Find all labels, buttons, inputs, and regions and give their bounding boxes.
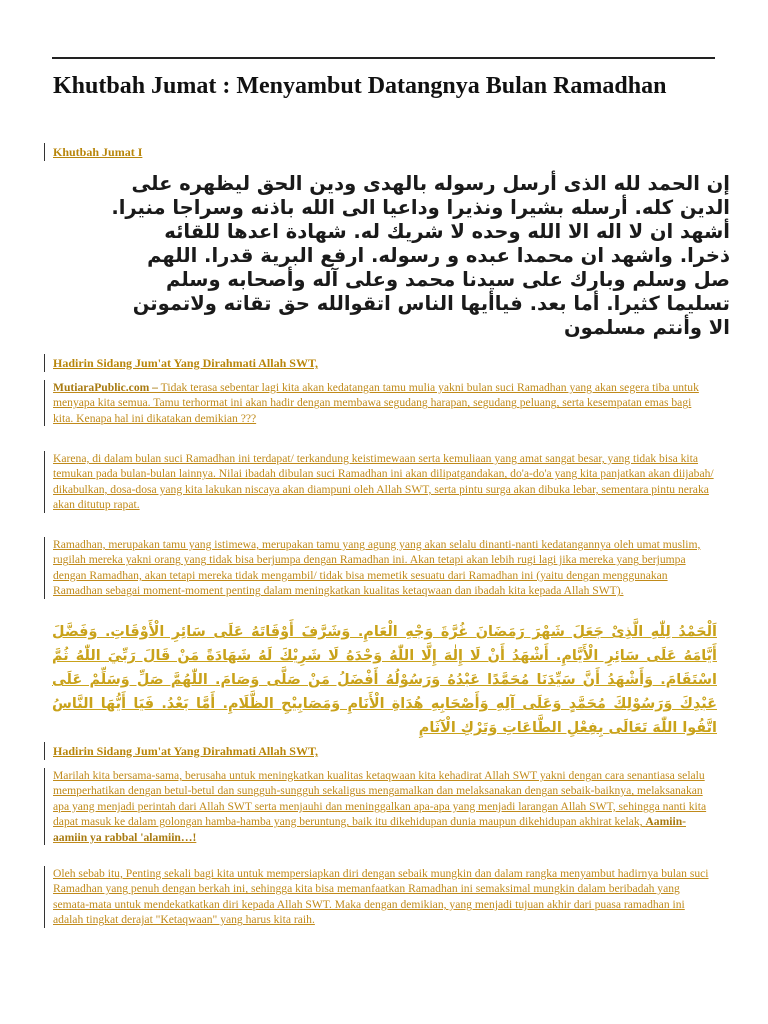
paragraph-5-text[interactable]: Oleh sebab itu, Penting sekali bagi kita untuk mempersiapkan diri dengan sebaik mungkin dan dalam rangka menyambut hadirnya bulan suci Ramadhan yang penuh dengan berkah ini, sehingga kita bisa memanfaatkan Ramadhan ini semaksimal mungkin dalam beribadah yang semata-mata untuk mendekatkatkan diri kepada Allah SWT. Maka dengan demikian, yang menjadi tujuan akhir dari puasa ramadhan ini adalah tingkat derajat "Ketaqwaan" yang harus kita raih. bbox=[53, 867, 709, 927]
paragraph-5 bbox=[44, 866, 714, 928]
page-title: Khutbah Jumat : Menyambut Datangnya Bulan Ramadhan bbox=[53, 73, 667, 99]
paragraph-2 bbox=[44, 451, 714, 513]
source-link[interactable]: MutiaraPublic.com – bbox=[53, 381, 158, 394]
paragraph-1 bbox=[44, 380, 714, 426]
section-heading-block bbox=[44, 143, 714, 161]
amen-text[interactable]: Aamiin-aamiin ya rabbal 'alamiin…! bbox=[53, 815, 686, 844]
address-block-2 bbox=[44, 742, 714, 760]
paragraph-2-text[interactable]: Karena, di dalam bulan suci Ramadhan ini terdapat/ terkandung keistimewaan serta kemuliaan yang amat sangat besar, yang tidak bisa kita temukan pada bulan-bulan lainnya. Nilai ibadah dibulan suci Ramadhan ini akan dilipatgandakan, do'a-do'a yang kita panjatkan akan diijabah/ dikabulkan, dosa-dosa yang kita lakukan niscaya akan diampuni oleh Allah SWT, serta pintu surga akan dibuka lebar, sementara pintu neraka akan ditutup rapat. bbox=[53, 452, 714, 512]
paragraph-1-text[interactable]: Tidak terasa sebentar lagi kita akan kedatangan tamu mulia yakni bulan suci Ramadhan yang akan segera tiba untuk menyapa kita semua. Tamu terhormat ini akan hadir dengan membawa segudang harapan, segudang peluang, serta kesempatan emas bagi kita. Kenapa hal ini dikatakan demikian ??? bbox=[53, 381, 699, 425]
top-rule bbox=[52, 57, 715, 59]
section-heading[interactable]: Khutbah Jumat I bbox=[53, 145, 143, 159]
address-block-1 bbox=[44, 354, 714, 372]
paragraph-4 bbox=[44, 768, 714, 845]
address-heading-2[interactable]: Hadirin Sidang Jum'at Yang Dirahmati Allah SWT, bbox=[53, 744, 319, 758]
paragraph-4-text[interactable]: Marilah kita bersama-sama, berusaha untuk meningkatkan kualitas ketaqwaan kita kehadirat Allah SWT yakni dengan cara senantiasa selalu memperhatikan dengan betul-betul dan sungguh-sungguh sekaligus mengamalkan dan melaksanakan dengan sebaik-baiknya, melaksanakan apa yang menjadi perintah dari Allah SWT serta menjauhi dan meninggalkan apa-apa yang menjadi larangan Allah SWT, sehingga nanti kita dapat masuk ke dalam golongan hamba-hamba yang beruntung, baik itu dikehidupan dunia maupun dikehidupan akhirat kelak, bbox=[53, 769, 707, 829]
paragraph-3 bbox=[44, 537, 714, 599]
address-heading-1[interactable]: Hadirin Sidang Jum'at Yang Dirahmati Allah SWT, bbox=[53, 356, 319, 370]
arabic-opening-text: إن الحمد لله الذى أرسل رسوله بالهدى ودين الحق ليظهره على الدين كله. أرسله بشيرا ونذيرا وداعيا الى الله باذنه وسراجا منيرا. أشهد ان لا اله الا الله وحده لا شريك له. شهادة اعدها للقائه ذخرا. واشهد ان محمدا عبده و رسوله. ارفع البرية قدرا. اللهم صل وسلم وبارك على سيدنا محمد وعلى آله وأصحابه وسلم تسليما كثيرا. أما بعد. فياأيها الناس اتقوالله حق تقاته ولاتموتن الا وأنتم مسلمون bbox=[111, 172, 730, 339]
arabic-hamdalah-text[interactable]: اَلْحَمْدُ لِلّٰهِ الَّذِىْ جَعَلَ شَهْرَ رَمَضَانَ غُرَّةَ وَجْهِ الْعَامِ. وَشَرَّفَ أَوْقَاتَهُ عَلَى سَائِرِ الْأَوْقَاتِ. وَفَضَّلَ أَيَّامَهُ عَلَى سَائِرِ الْأَيَّامِ. أَشْهَدُ أَنْ لَا إِلٰهَ إِلَّا اللّٰهُ وَحْدَهُ لَا شَرِيْكَ لَهُ شَهَادَةً مَنْ قَالَ رَبِّيَ اللّٰهُ ثُمَّ اسْتَقَامَ. وَأَشْهَدُ أَنَّ سَيِّدَنَا مُحَمَّدًا عَبْدُهُ وَرَسُوْلُهُ أَفْضَلُ مَنْ صَلَّى وَصَامَ. اللّٰهُمَّ صَلِّ وَسَلِّمْ عَلَى عَبْدِكَ وَرَسُوْلِكَ مُحَمَّدٍ وَعَلَى آلِهِ وَأَصْحَابِهِ هُدَاةِ الْأَنَامِ وَمَصَابِيْحِ الظَّلَامِ. أَمَّا بَعْدُ. فَيَا أَيُّهَا النَّاسُ اتَّقُوا اللّٰهَ تَعَالَى بِفِعْلِ الطَّاعَاتِ وَتَرْكِ الْآثَامِ bbox=[52, 624, 717, 736]
paragraph-3-text[interactable]: Ramadhan, merupakan tamu yang istimewa, merupakan tamu yang agung yang akan selalu dinanti-nanti kedatangannya oleh umat muslim, rugilah mereka yakni orang yang tidak bisa berjumpa dengan Ramadhan ini. Akan tetapi akan lebih rugi lagi jika mereka yang berjumpa dengan Ramadhan, akan tetapi mereka tidak mengambil/ tidak bisa memetik sesuatu dari Ramadhan ini (yaitu dengan menggunakan Ramadhan sebagai moment-moment penting dalam meningkatkan kualitas ketaqwaan dan ibadah kita kepada Allah SWT). bbox=[53, 538, 701, 598]
